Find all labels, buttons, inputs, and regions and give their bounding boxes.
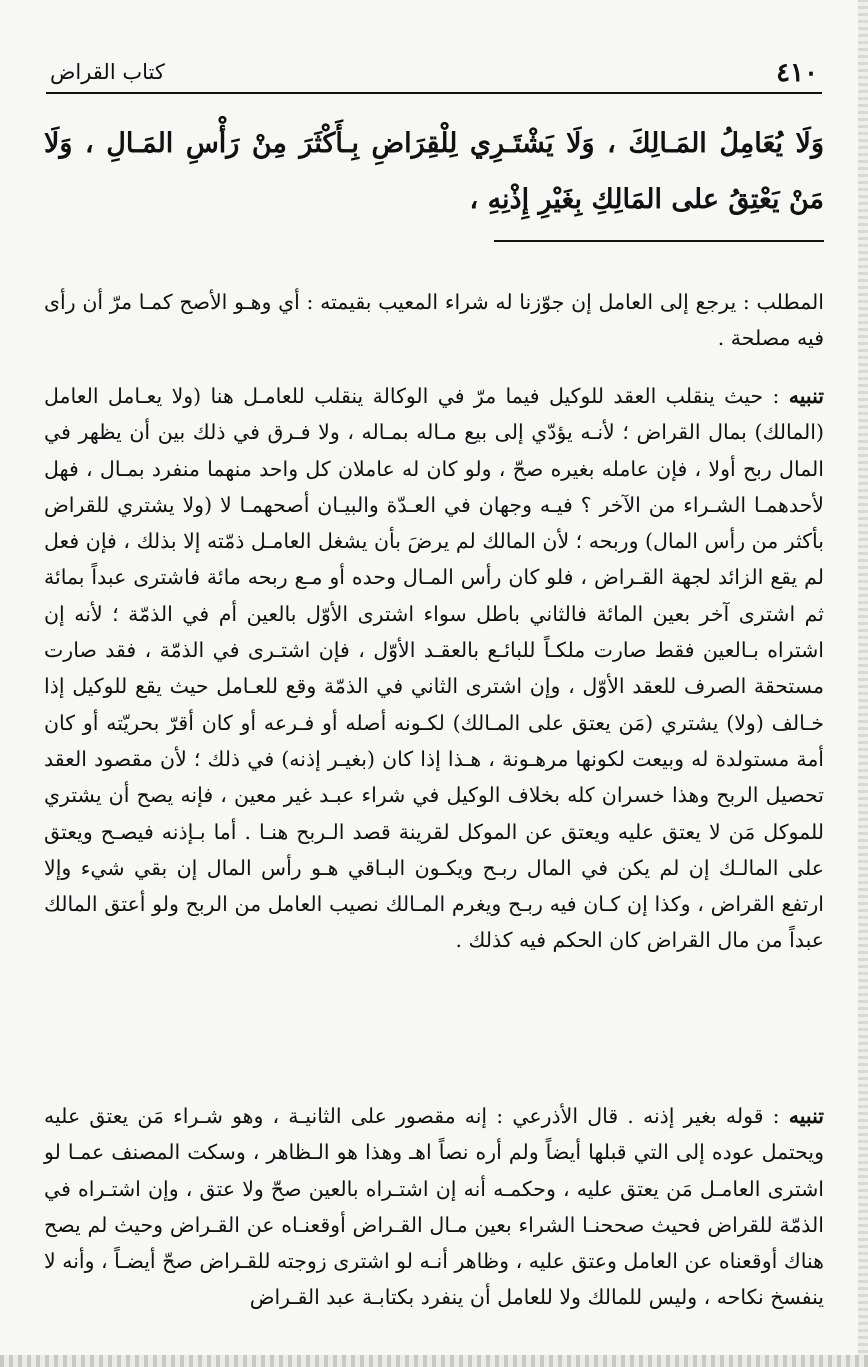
commentary-paragraph-1 [44, 284, 824, 357]
commentary-text: المطلب : يرجع إلى العامل إن جوّزنا له شراء المعيب بقيمته : أي وهـو الأصح كمـا مرّ أن رأى فيه مصلحة . [44, 290, 824, 351]
commentary-text [44, 1098, 824, 1316]
running-title: كتاب القراض [50, 60, 165, 84]
page-number: ٤١٠ [776, 58, 818, 88]
matn-text: وَلَا يُعَامِلُ المَـالِكَ ، وَلَا يَشْتَـرِي لِلْقِرَاضِ بِـأَكْثَرَ مِنْ رَأْسِ المَـالِ ، وَلَا مَنْ يَعْتِقُ على المَالِكِ بِغَيْرِ إِذْنِهِ ، [44, 128, 824, 215]
matn-separator-rule [494, 240, 824, 242]
note-body: : قوله بغير إذنه . قال الأذرعي : إنه مقصور على الثانيـة ، وهو شـراء مَن يعتق عليه ويحتمل عوده إلى التي قبلها أيضاً ولم أره نصاً اهـ وهذا هو الـظاهر ، وسكت المصنف عمـا لو اشترى العامـل مَن يعتق عليه ، وحكمـه أنه إن اشتـراه بالعين صحّ ولا عتق ، وإن اشتـراه في الذمّة للقراض فحيث صححنـا الشراء بعين مـال القـراض أوقعنـاه عن القـراض وحيث لم يصح هناك أوقعناه عن العامل وعتق عليه ، وظاهر أنـه لو اشترى زوجته للقـراض صحّ أيضـاً ، وأنه لا ينفسخ نكاحه ، وليس للمالك ولا للعامل أن ينفرد بكتابـة عبد القـراض [44, 1104, 824, 1310]
note-heading: تنبيه [788, 1104, 824, 1128]
note-body: : حيث ينقلب العقد للوكيل فيما مرّ في الوكالة ينقلب للعامـل هنا (ولا يعـامل العامل (المالك) بمال القراض ؛ لأنـه يؤدّي إلى بيع مـاله بمـاله ، ولا فـرق في ذلك بين أن يظهر في المال ربح أولا ، فإن عامله بغيره صحّ ، ولو كان له عاملان كل واحد منهما منفرد بمـال ، فهل لأحدهمـا الشـراء من الآخر ؟ فيـه وجهان في العـدّة والبيـان أصحهمـا لا (ولا يشتري للقراض بأكثر من رأس المال) وربحه ؛ لأن المالك لم يرضَ بأن يشغل العامـل ذمّته إلا بذلك ، فإن فعل لم يقع الزائد لجهة القـراض ، فلو كان رأس المـال وحده أو مـع ربحه مائة فاشترى عبداً بمائة ثم اشترى آخر بعين المائة فالثاني باطل سواء اشترى الأوّل بالعين أم في الذمّة ؛ لأنه إن اشتراه بـالعين فقط صارت ملكـاً للبائـع بالعقـد الأوّل ، فإن اشتـرى في الذمّة ، فقد صارت مستحقة الصرف للعقد الأوّل ، وإن اشترى الثاني في الذمّة وقع للعـامل حيث يقع للوكيل إذا خـالف (ولا) يشتري (مَن يعتق على المـالك) لكـونه أصله أو فـرعه أو كان أقرّ بحريّته أو كان أمة مستولدة له وبيعت لكونها مرهـونة ، هـذا إذا كان (بغيـر إذنه) في ذلك ؛ لأن مقصود العقد تحصيل الربح وهذا خسران كله بخلاف الوكيل في شراء عبـد غير معين ، فإنه يصح أن يشتري للموكل مَن لا يعتق عليه ويعتق عن الموكل لقرينة قصد الـربح هنـا . أما بـإذنه فيصـح ويعتق على المالـك إن لم يكن في المال ربـح ويكـون البـاقي هـو رأس المال إن بقي شيء وإلا ارتفع القراض ، وكذا إن كـان فيه ربـح ويغرم المـالك نصيب العامل من الربح ولو أعتق المالك عبداً من مال القراض كان الحكم فيه كذلك . [44, 384, 824, 953]
note-heading: تنبيه [788, 384, 824, 408]
page-edge-bottom [0, 1355, 868, 1367]
page-edge-right [858, 0, 868, 1367]
commentary-paragraph-2 [44, 378, 824, 959]
commentary-paragraph-3 [44, 1098, 824, 1316]
page-header [46, 52, 822, 94]
commentary-text [44, 378, 824, 959]
